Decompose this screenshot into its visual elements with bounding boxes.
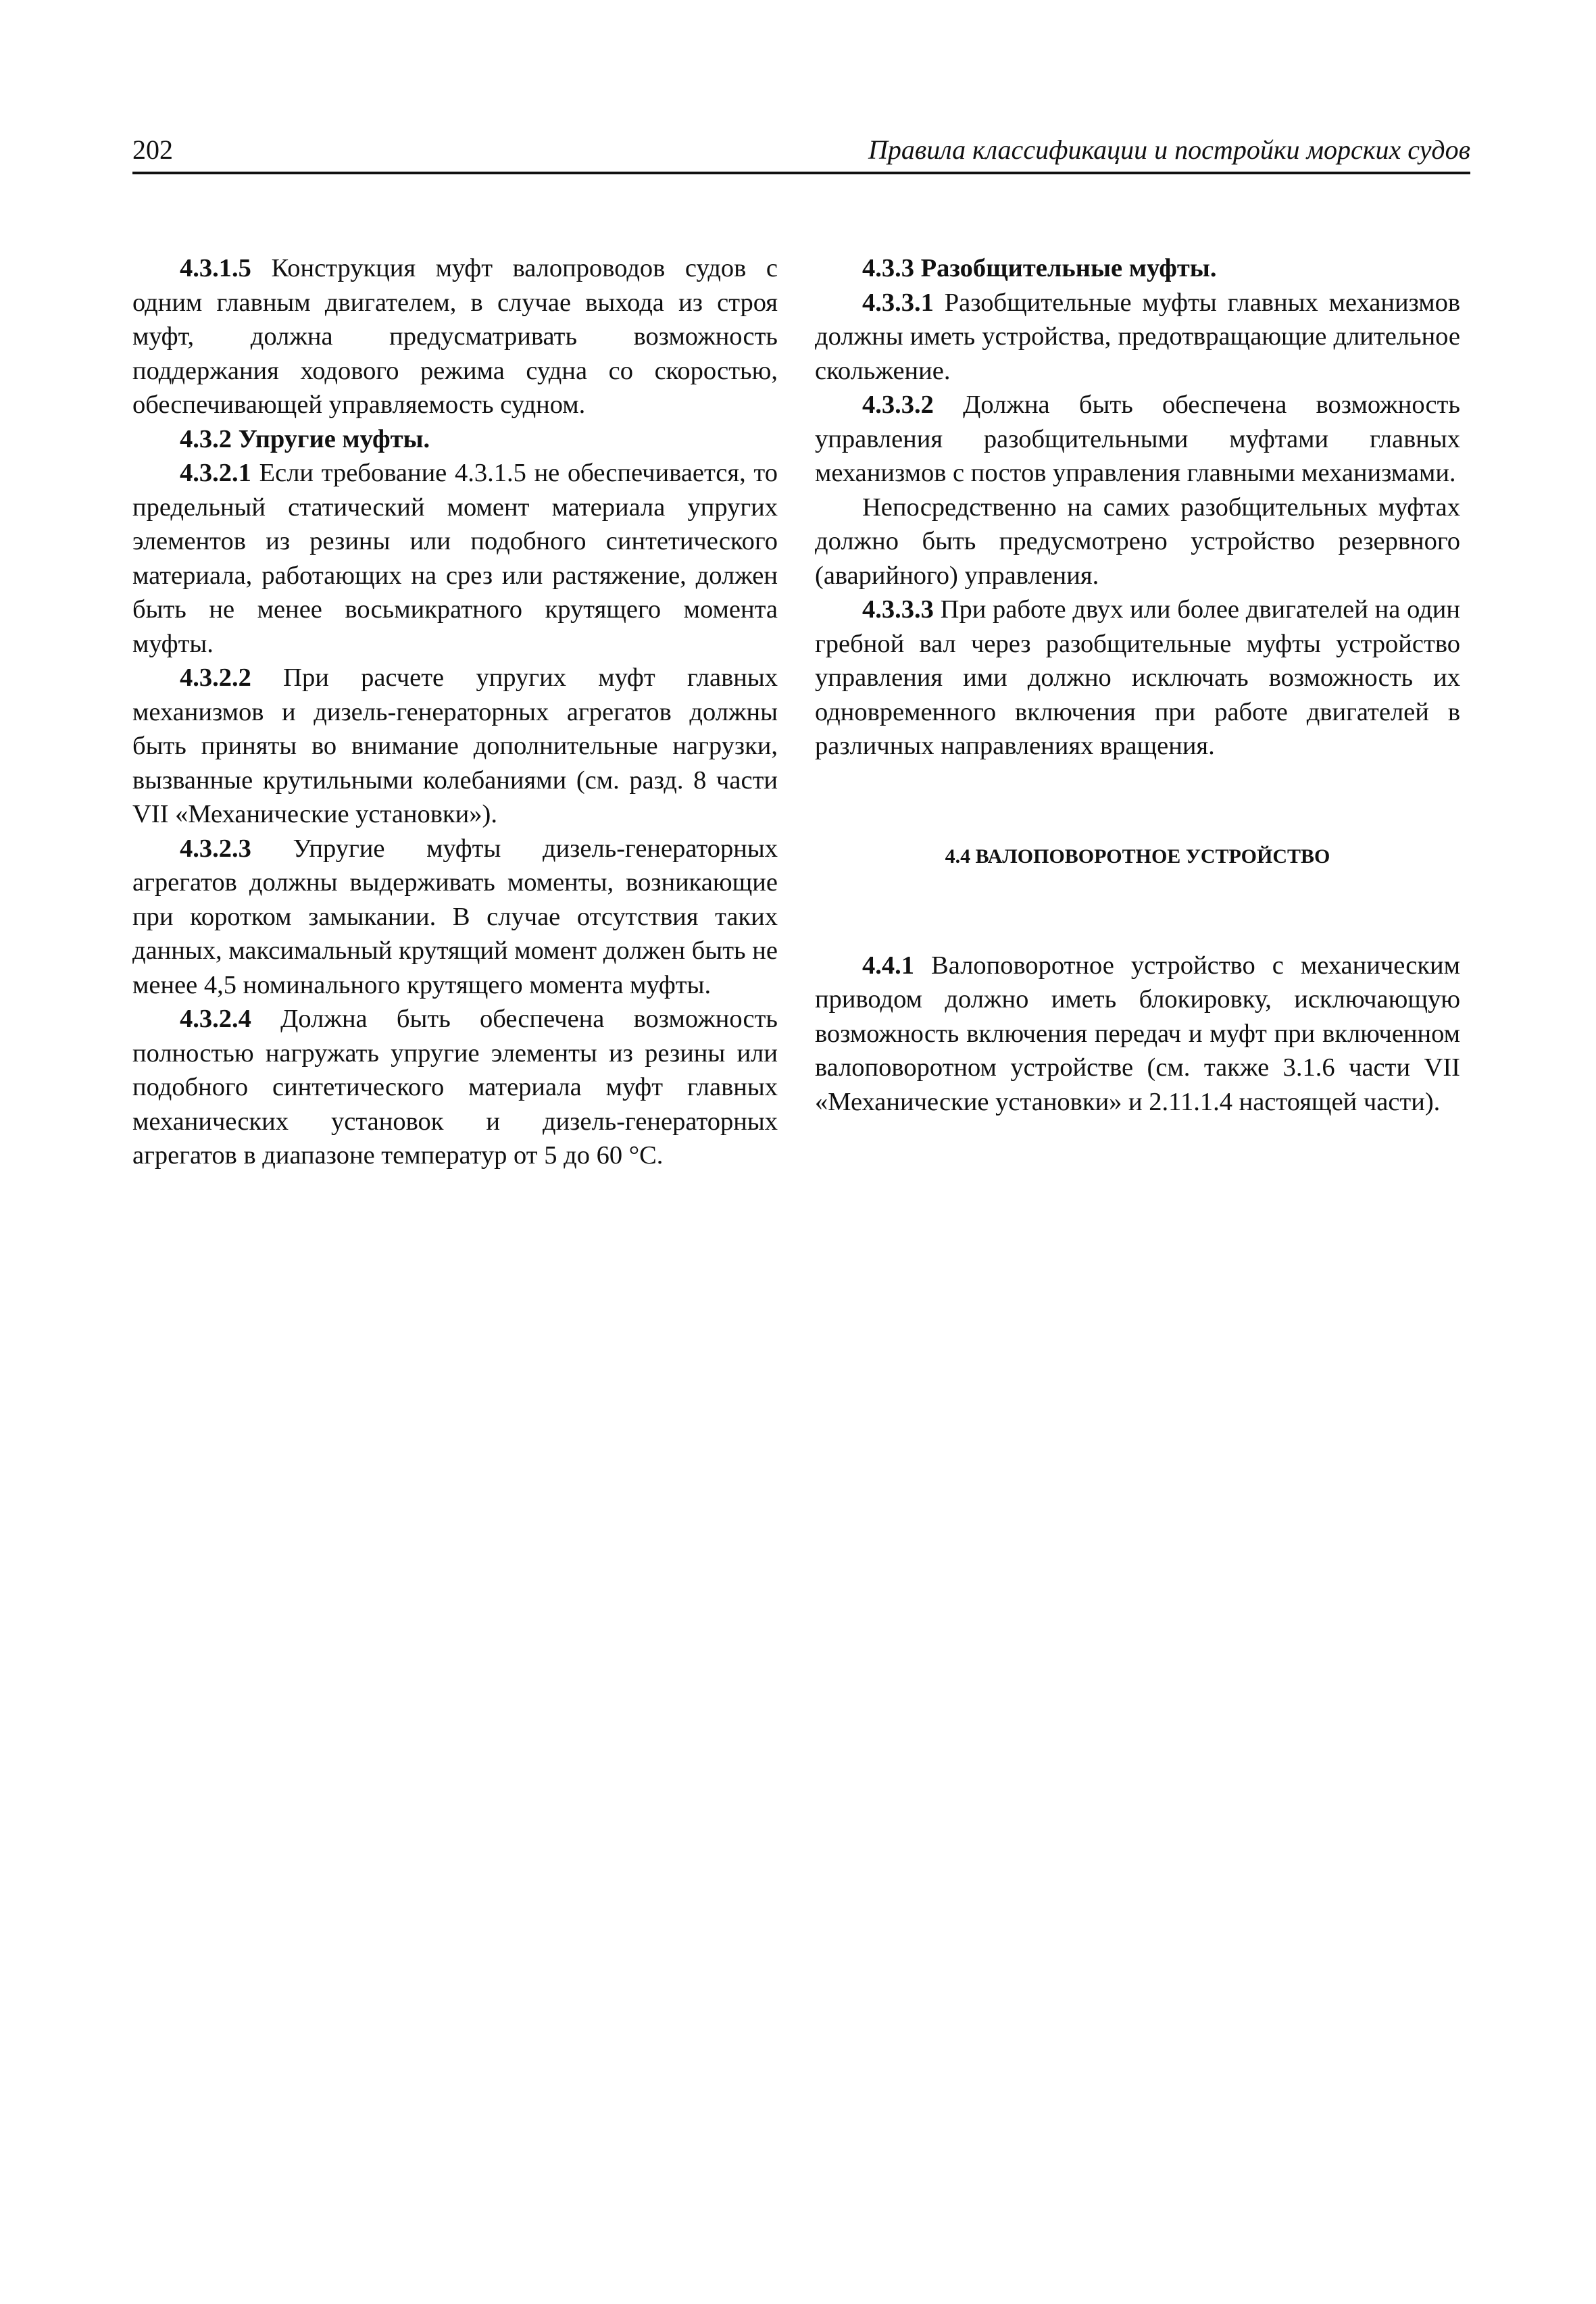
- paragraph-text: При расчете упругих муфт главных механизмов и дизель-генераторных агрегатов должны быть приняты во внимание дополнительные нагрузки, вызванные крутильными колебаниями (см. разд. 8 части VII «Механические установки»).: [132, 663, 778, 828]
- clause-number: 4.4.1: [862, 951, 914, 980]
- running-title: Правила классификации и постройки морских судов: [868, 134, 1470, 165]
- paragraph-text: Конструкция муфт валопроводов судов с одним главным двигателем, в случае выхода из строя муфт, должна предусматривать возможность поддержания ходового режима судна со скоростью, обеспечивающей управляемость судном.: [132, 254, 778, 419]
- clause-number: 4.3.1.5: [180, 254, 251, 282]
- clause-number: 4.3.2.3: [180, 834, 251, 863]
- paragraph-text: Упругие муфты дизель-генераторных агрегатов должны выдерживать моменты, возникающие при коротком замыкании. В случае отсутствия таких данных, максимальный крутящий момент должен быть не менее 4,5 номинального крутящего момента муфты.: [132, 834, 778, 999]
- section-4-4-heading: 4.4 ВАЛОПОВОРОТНОЕ УСТРОЙСТВО: [945, 845, 1330, 868]
- clause-number: 4.3.3: [862, 254, 914, 282]
- left-column: [132, 251, 778, 1173]
- paragraph-4-3-3-3: [815, 593, 1460, 763]
- clause-number: 4.3.2: [180, 424, 232, 453]
- paragraph-4-3-2-3: [132, 832, 778, 1003]
- paragraph-4-3-1-5: [132, 251, 778, 422]
- paragraph-text: При работе двух или более двигателей на один гребной вал через разобщительные муфты устройство управления ими должно исключать возможность их одновременного включения при работе двигателей в различных направлениях вращения.: [815, 595, 1460, 760]
- paragraph-4-3-2-1: [132, 456, 778, 661]
- paragraph-4-3-2-4: [132, 1002, 778, 1173]
- paragraph-text: Должна быть обеспечена возможность полностью нагружать упругие элементы из резины или подобного синтетического материала муфт главных механических установок и дизель-генераторных агрегатов в диапазоне температур от 5 до 60 °С.: [132, 1005, 778, 1170]
- page-header: [132, 132, 1470, 174]
- paragraph-text: Валоповоротное устройство с механическим приводом должно иметь блокировку, исключающую возможность включения передач и муфт при включенном валоповоротном устройстве (см. также 3.1.6 части VII «Механические установки» и 2.11.1.4 настоящей части).: [815, 951, 1460, 1116]
- subsection-title: Разобщительные муфты.: [920, 254, 1217, 282]
- clause-number: 4.3.3.1: [862, 288, 934, 317]
- paragraph-text: Непосредственно на самих разобщительных муфтах должно быть предусмотрено устройство резервного (аварийного) управления.: [815, 493, 1460, 590]
- clause-number: 4.3.2.1: [180, 459, 251, 487]
- paragraph-text: Должна быть обеспечена возможность управления разобщительными муфтами главных механизмов с постов управления главными механизмами.: [815, 391, 1460, 487]
- paragraph-text: Если требование 4.3.1.5 не обеспечивается, то предельный статический момент материала упругих элементов из резины или подобного синтетического материала, работающих на срез или растяжение, должен быть не менее восьмикратного крутящего момента муфты.: [132, 459, 778, 658]
- clause-number: 4.3.2.4: [180, 1005, 251, 1033]
- clause-number: 4.3.3.2: [862, 391, 934, 419]
- clause-number: 4.3.3.3: [862, 595, 934, 624]
- paragraph-4-4-1: [815, 949, 1460, 1120]
- clause-number: 4.3.2.2: [180, 663, 251, 692]
- paragraph-4-3-2-2: [132, 661, 778, 832]
- paragraph-text: Разобщительные муфты главных механизмов должны иметь устройства, предотвращающие длительное скольжение.: [815, 288, 1461, 385]
- subsection-title: Упругие муфты.: [238, 424, 430, 453]
- paragraph-4-3-3-2: [815, 388, 1460, 491]
- subsection-4-3-3: [815, 251, 1460, 286]
- paragraph-4-3-3-1: [815, 286, 1460, 389]
- paragraph-remote-control: [815, 491, 1460, 593]
- subsection-4-3-2: [132, 422, 778, 457]
- right-column: [815, 251, 1460, 1119]
- page-number: 202: [132, 134, 173, 165]
